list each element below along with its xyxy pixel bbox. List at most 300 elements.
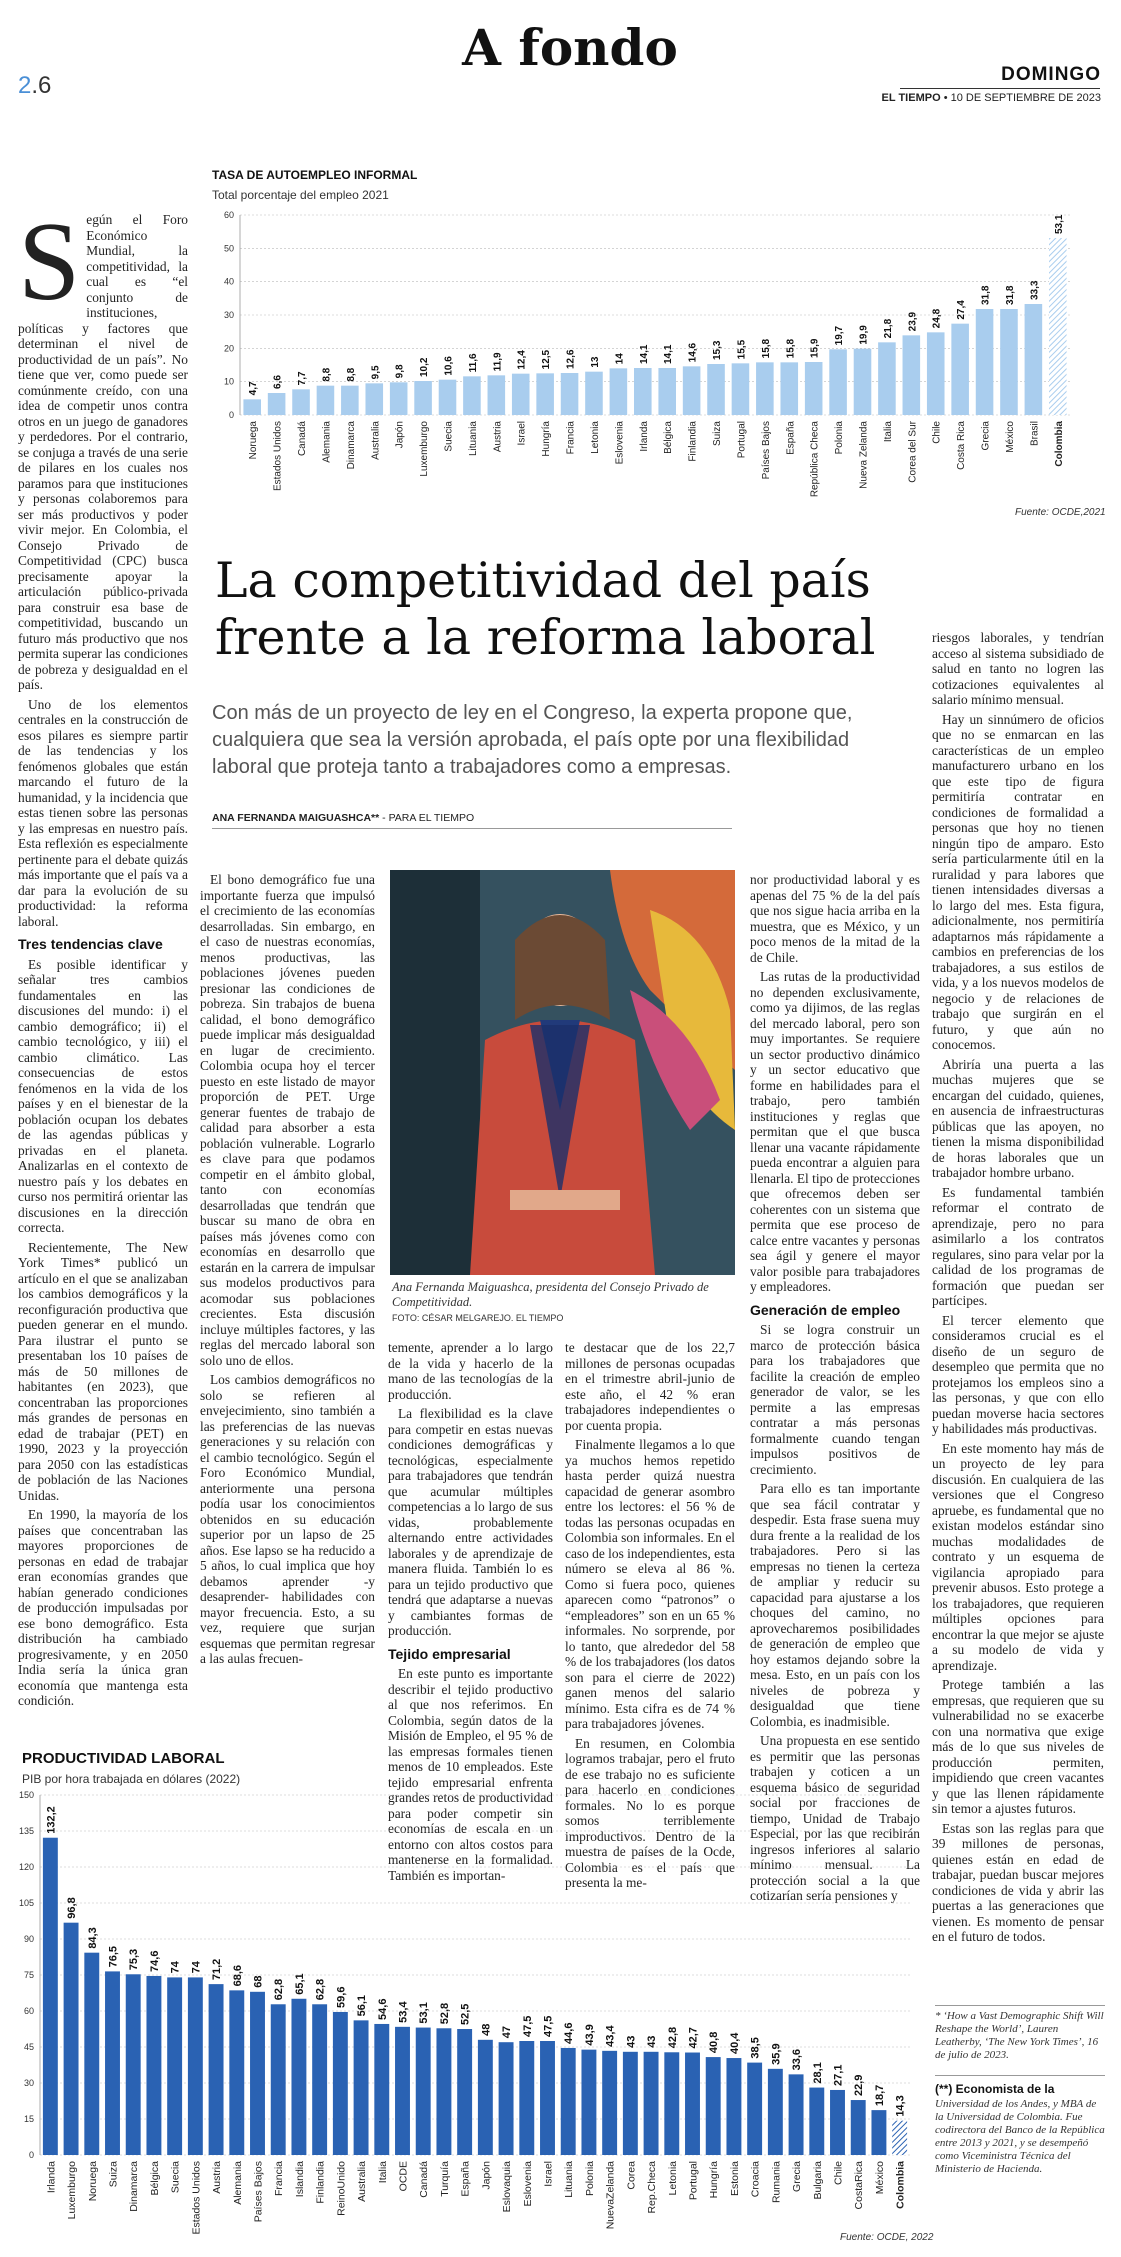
bar-estados-unidos (268, 393, 286, 415)
bar-australia (365, 383, 383, 415)
category-label: Noruega (86, 2161, 99, 2202)
value-label: 62,8 (273, 1978, 286, 2001)
paragraph: En este momento hay más de un proyecto de ley para discusión. En cualquiera de las versiones que el Congreso apruebe, es fundamental que no existan modelos estándar sino muchas modalidades de contrato y un esquema de vigilancia apropiado para prevenir abusos. Esto protege a los trabajadores, que requieren múltiples opciones para encontrar la que mejor se ajuste a su modelo de vida y aprendizaje. (932, 1440, 1104, 1673)
paragraph: Los cambios demográficos no solo se refieren al envejecimiento, sino también a las preferencias de las nuevas generaciones y su relación con el cambio tecnológico. Según el Foro Económico Mundial, anteriormente una persona podía usar los conocimientos obtenidos en su educación superior por un lapso de 25 años. Ese lapso se ha reducido a 5 años, lo cual implica que hoy debamos aprender -y desaprender- habilidades con mayor frecuencia. Esto, a su vez, requiere que surjan esquemas que permitan regresar a las aulas frecuen- (200, 1372, 375, 1666)
paragraph: En 1990, la mayoría de los países que concentraban las mayores proporciones de personas en edad de trabajar eran economías grandes que habían generado condiciones de producción impulsadas por ese bono demográfico. Esta distribución ha cambiado progresivamente, y en 2050 India sería la única gran economía que mantenga esta condición. (18, 1507, 188, 1708)
value-label: 43 (646, 2035, 659, 2048)
category-label: Letonia (666, 2161, 679, 2196)
bar-irlanda (43, 1838, 58, 2155)
paragraph: riesgos laborales, y tendrían acceso al sistema subsidiado de salud en tanto no logren las cotizaciones equivalentes al salario mínimo mensual. (932, 630, 1104, 707)
bar-suecia (439, 380, 457, 415)
column-f (932, 630, 1104, 1949)
bar-ocde (395, 2027, 410, 2155)
value-label: 10,2 (419, 357, 431, 377)
category-label: Australia (370, 421, 382, 460)
category-label: República Checa (809, 421, 821, 498)
bar-rep-checa (644, 2052, 659, 2155)
value-label: 53,4 (397, 2001, 410, 2023)
paragraph: Recientemente, The New York Times* publicó un artículo en el que se analizaban los cambios demográficos y la reconfiguración productiva que pueden generar en el mundo. Para ilustrar el punto se presentaban los 10 países de más de 50 millones de habitantes (en 2023), que concentraban las proporciones más grandes de personas en edad de trabajar (PET) en 1990, 2023 y la proyección para 2050 con las estadísticas de población de las Naciones Unidas. (18, 1239, 188, 1503)
paragraph: Hay un sinnúmero de oficios que no se enmarcan en las características de un empleo manufacturero urbano en los que este tipo de figura permitiría contratar en condiciones de formalidad a personas que hoy no tienen ningún tipo de amparo. Esto sería particularmente útil en la ruralidad y para labores que tienen intensidades diversas a lo largo del mes. Esta figura, adicionalmente, nos permitiría adaptarnos más rápidamente a cambios en preferencias de los trabajadores, a sus estilos de vida, y a los nuevos modelos de negocio y de relaciones de trabajo que surgirán en el futuro, y que aún no conocemos. (932, 711, 1104, 1052)
paragraph: La flexibilidad es la clave para competir en estas nuevas condiciones demográficas y tecnológicas, especialmente para trabajadores que tendrán que acumular múltiples competencias a lo largo de sus vidas, probablemente alternando entre actividades laborales y de aprendizaje de manera fluida. También lo es para un tejido productivo que tendrá que adaptarse a nuevas y cambiantes formas de producción. (388, 1406, 553, 1638)
category-label: Irlanda (45, 2161, 58, 2194)
value-label: 8,8 (321, 367, 333, 382)
bar-alemania (229, 1990, 244, 2155)
category-label: Lituania (467, 421, 479, 457)
value-label: 76,5 (107, 1945, 120, 1968)
category-label: Grecia (980, 421, 992, 451)
footnote-rule-2 (935, 2075, 1105, 2076)
category-label: Canadá (418, 2161, 431, 2198)
chart2-subtitle: PIB por hora trabajada en dólares (2022) (22, 1772, 241, 1786)
y-tick-label: 150 (18, 1790, 34, 1800)
paragraph: Una propuesta en ese sentido es permitir que las personas trabajen y coticen a un esquema básico de seguridad social por fracciones de tiempo, Unidad de Trabajo Especial, por las que recibirán ingresos inferiores al salario mínimo mensual. La protección social a la que cotizarían sería pensiones y (750, 1733, 920, 1903)
category-label: Corea del Sur (907, 421, 919, 483)
category-label: Chile (931, 421, 943, 444)
y-tick-label: 135 (18, 1826, 34, 1836)
category-label: Italia (882, 421, 894, 443)
category-label: Polonia (834, 421, 846, 455)
value-label: 96,8 (66, 1897, 79, 1919)
bar-rumania (768, 2069, 783, 2155)
category-label: España (785, 421, 797, 455)
value-label: 22,9 (853, 2074, 866, 2097)
bar-corea-del-sur (903, 335, 921, 415)
subhead-tres-tendencias: Tres tendencias clave (18, 936, 163, 952)
category-label: Bélgica (663, 421, 675, 454)
paragraph: Uno de los elementos centrales en la construcción de esos pilares es siempre partir de las tendencias y los fenómenos globales que están marcando el futuro de la humanidad, y la incidencia que estas tienen sobre las personas y las empresas en nuestro país. Esta reflexión es especialmente pertinente para el debate quizás más importante que el país va a dar para la evolución de su productividad: la reforma laboral. (18, 696, 188, 929)
category-label: Turquía (438, 2161, 451, 2197)
value-label: 31,8 (1004, 285, 1016, 305)
category-label: Dinamarca (128, 2161, 141, 2212)
y-tick-label: 75 (23, 1970, 34, 1980)
category-label: México (873, 2161, 886, 2195)
value-label: 19,7 (834, 325, 846, 346)
paragraph: Protege también a las empresas, que requieren que su vulnerabilidad no se exacerbe con una normativa que exige más de lo que sus niveles de producción permiten, impidiendo que creen vacantes y que las llenen rápidamente sin temor a ajustes futuros. (932, 1677, 1104, 1816)
bar-b-lgica (146, 1976, 161, 2155)
value-label: 42,7 (687, 2027, 700, 2049)
bar-chile (830, 2090, 845, 2155)
portrait-photo (390, 870, 735, 1275)
value-label: 9,8 (394, 364, 406, 379)
bar-hungr-a (706, 2057, 721, 2155)
value-label: 15,5 (736, 339, 748, 360)
value-label: 68,6 (231, 1964, 244, 1987)
bar-portugal (732, 363, 750, 415)
footnote-2-title: (**) Economista de la (935, 2082, 1055, 2096)
value-label: 13 (589, 356, 601, 368)
value-label: 4,7 (248, 381, 260, 396)
value-label: 27,4 (956, 300, 968, 320)
value-label: 15,8 (785, 338, 797, 359)
bar-hungr-a (536, 373, 554, 415)
category-label: Nueva Zelanda (858, 421, 870, 489)
bar-estados-unidos (188, 1977, 203, 2155)
value-label: 52,8 (438, 2002, 451, 2025)
bar-luxemburgo (414, 381, 432, 415)
category-label: Australia (356, 2161, 369, 2202)
bar-suiza (707, 364, 725, 415)
chart1-subtitle: Total porcentaje del empleo 2021 (212, 188, 389, 202)
intro-paragraph: Según el Foro Económico Mundial, la competitividad, la cual es “el conjunto de instituciones, políticas y factores que determinan el nivel de productividad de un país”. No tiene que ver, como puede ser comúnmente creído, con una idea de competir unos contra otros en un juego de ganadores y perdedores. Por el contrario, se conjuga a través de una serie de pilares en los cuales nos paramos para que instituciones y personas colaboremos para ser más productivos y poder vivir mejor. En Colombia, el Consejo Privado de Competitividad (CPC) busca precisamente apoyar la articulación público-privada para construir esa base de competitividad, buscando un futuro más productivo que nos permita superar las condiciones de pobreza y desigualdad en el país. (18, 200, 188, 692)
paragraph: temente, aprender a lo largo de la vida y hacerlo de la mano de las tecnologías de la producción. (388, 1340, 553, 1402)
y-tick-label: 30 (23, 2078, 34, 2088)
value-label: 47,5 (521, 2015, 534, 2037)
y-tick-label: 60 (223, 210, 234, 220)
bar-costarica (851, 2100, 866, 2155)
bar-luxemburgo (64, 1923, 79, 2155)
bar-alemania (317, 386, 335, 415)
bar-polonia (581, 2050, 596, 2155)
bar-jap-n (390, 382, 408, 415)
category-label: Rep.Checa (646, 2161, 659, 2214)
bar-portugal (685, 2053, 700, 2155)
category-label: ReinoUnido (335, 2161, 348, 2216)
value-label: 52,5 (459, 2003, 472, 2025)
category-label: Islandia (293, 2161, 306, 2198)
category-label: Lituania (563, 2161, 576, 2198)
bar-suecia (167, 1977, 182, 2155)
value-label: 74 (190, 1961, 203, 1974)
bar-letonia (664, 2052, 679, 2155)
value-label: 44,6 (563, 2022, 576, 2044)
value-label: 56,1 (356, 1994, 369, 2017)
bar-espa-a (780, 362, 798, 415)
drop-cap: S (18, 200, 81, 324)
paragraph: Para ello es tan importante que sea fácil contratar y despedir. Esta frase suena muy dura frente a la realidad de los trabajadores. Pero si las empresas no tienen la certeza de ampliar y reducir su capacidad para ajustarse a los choques del camino, no aprovecharemos posibilidades de generación de empleo que hoy estamos dejando sobre la mesa. Esto, en un país con los niveles de pobreza y desigualdad que tiene Colombia, es inadmisible. (750, 1481, 920, 1729)
category-label: Bulgaria (811, 2161, 824, 2200)
value-label: 74,6 (148, 1950, 161, 1972)
value-label: 47 (501, 2025, 514, 2039)
bar-austria (209, 1984, 224, 2155)
value-label: 59,6 (335, 1986, 348, 2008)
value-label: 10,6 (443, 356, 455, 376)
bar-espa-a (457, 2029, 472, 2155)
value-label: 53,1 (1053, 214, 1065, 234)
bar-polonia (829, 349, 847, 415)
value-label: 47,5 (542, 2015, 555, 2037)
category-label: Irlanda (638, 421, 650, 452)
value-label: 14 (614, 353, 626, 365)
bar-italia (374, 2024, 389, 2155)
bar-letonia (585, 372, 603, 415)
value-label: 18,7 (873, 2084, 886, 2107)
bar-m-xico (1000, 309, 1018, 415)
category-label: Alemania (231, 2161, 244, 2205)
bar-grecia (789, 2074, 804, 2155)
header-rule (900, 88, 1100, 89)
y-tick-label: 15 (23, 2114, 34, 2124)
footnote-1: * ‘How a Vast Demographic Shift Will Reshape the World’, Lauren Leatherby, ‘The New York Times’, 16 de julio de 2023. (935, 2010, 1104, 2061)
headline: La competitividad del país frente a la reforma laboral (215, 552, 876, 666)
bar-corea (623, 2052, 638, 2155)
chart1-svg (200, 205, 1090, 515)
value-label: 40,8 (708, 2031, 721, 2054)
paragraph: Finalmente llegamos a lo que ya muchos hemos repetido hasta perder quizá nuestra capacidad de generar asombro entre los lectores: el 56 % de todas las personas ocupadas en Colombia son informales. En el caso de los independientes, esta número se eleva al 86 %. Como si fuera poco, quienes aparecen como “patronos” o “empleadores” son en un 65 % informales. No sorprende, por lo tanto, que alrededor del 58 % de los trabajadores (los datos son para el cierre de 2022) ganen menos del salario mínimo. Esta cifra es de 74 % para trabajadores jóvenes. (565, 1437, 735, 1731)
category-label: Eslovenia (521, 2161, 534, 2207)
paragraph: Si se logra construir un marco de protección básica para los trabajadores que facilite la creación de empleo generador de valor, se les permite a las empresas contratar a más personas formalmente cuando tengan impulsos positivos de crecimiento. (750, 1322, 920, 1477)
paragraph: En resumen, en Colombia logramos trabajar, pero el fruto de ese trabajo no es suficiente para hacerlo en condiciones formales. No lo es porque somos terriblemente improductivos. Dentro de la muestra de países de la Ocde, Colombia es el país que presenta la me- (565, 1735, 735, 1890)
category-label: Suiza (712, 421, 724, 447)
paragraph: Es fundamental también reformar el contrato de aprendizaje, pero no para asimilarlo a los contratos regulares, sino para velar por la calidad de los programas de formación que puedan ser partícipes. (932, 1184, 1104, 1308)
column-a (18, 200, 188, 1713)
bar-dinamarca (126, 1974, 141, 2155)
bar-brasil (1025, 304, 1043, 415)
category-label: Alemania (321, 421, 333, 463)
value-label: 132,2 (45, 1806, 58, 1834)
photo-caption: Ana Fernanda Maiguashca, presidenta del Consejo Privado de Competitividad. (392, 1280, 709, 1309)
category-label: CostaRica (853, 2161, 866, 2210)
value-label: 65,1 (293, 1973, 306, 1995)
category-label: Eslovaquia (501, 2161, 514, 2213)
bar-suiza (105, 1971, 120, 2155)
column-e (750, 872, 920, 1908)
paragraph: nor productividad laboral y es apenas del 75 % de la del país que nos sigue hacia arriba en la muestra, que es México, y un poco menos de la mitad de la de Chile. (750, 872, 920, 965)
bar-australia (354, 2020, 369, 2155)
category-label: Portugal (687, 2161, 700, 2201)
category-label: México (1004, 421, 1016, 453)
value-label: 6,6 (272, 375, 284, 389)
category-label: Finlandia (314, 2161, 327, 2204)
bar-francia (271, 2004, 286, 2155)
bar-noruega (84, 1953, 99, 2155)
category-label: Luxemburgo (419, 421, 431, 477)
column-b (200, 872, 375, 1671)
category-label: Austria (492, 421, 504, 453)
bar-islandia (291, 1999, 306, 2155)
byline: ANA FERNANDA MAIGUASHCA** - PARA EL TIEMPO (212, 812, 475, 824)
value-label: 33,6 (791, 2048, 804, 2071)
bar-grecia (976, 309, 994, 415)
paragraph: El bono demográfico fue una importante fuerza que impulsó el crecimiento de las economías desarrolladas. Sin embargo, en el caso de nuestras economías, menos productivas, las poblaciones jóvenes pueden presionar las condiciones de pobreza. Sin trabajos de buena calidad, el bono demográfico puede implicar más desigualdad en lugar de crecimiento. Colombia ocupa hoy el tercer puesto en este listado de mayor proporción de PET. Urge generar fuentes de trabajo de calidad para absorber a esta población vulnerable. Lograrlo es clave para que podamos competir en el ámbito global, tanto con economías desarrolladas que tendrán que buscar su mano de obra en países más jóvenes como con economías en desarrollo que estarán en la carrera de impulsar sus modelos productivos para acomodar sus poblaciones crecientes. Esta discusión incluye múltiples factores, y las reglas del mercado laboral son solo uno de ellos. (200, 872, 375, 1368)
value-label: 43,4 (604, 2025, 617, 2047)
category-label: Estados Unidos (272, 421, 284, 492)
value-label: 15,9 (809, 338, 821, 358)
bar-m-xico (871, 2110, 886, 2155)
value-label: 75,3 (128, 1948, 141, 1971)
value-label: 8,8 (345, 367, 357, 382)
category-label: Croacia (749, 2161, 762, 2198)
chart1-source: Fuente: OCDE,2021 (1015, 507, 1106, 518)
subhead-generacion-empleo: Generación de empleo (750, 1301, 901, 1318)
value-label: 14,3 (894, 2095, 907, 2117)
bar-finlandia (312, 2004, 327, 2155)
subhead: Con más de un proyecto de ley en el Congreso, la experta propone que, cualquiera que sea la versión aprobada, el país opte por una flexibilidad laboral que proteja tanto a trabajadores como a empresas. (212, 702, 853, 778)
photo-credit: FOTO: CÉSAR MELGAREJO. EL TIEMPO (392, 1313, 564, 1323)
bar-eslovenia (610, 368, 628, 415)
value-label: 42,8 (666, 2026, 679, 2049)
bar-chile (927, 332, 945, 415)
paragraph: En este punto es importante describir el tejido productivo al que nos referimos. En Colombia, según datos de la Misión de Empleo, el 95 % de las empresas formales tienen menos de 10 empleados. Este tejido empresarial enfrenta grandes retos de productividad para poder competir sin economías de escala en un entorno con altos costos para mantenerse en la formalidad. También es importan- (388, 1666, 553, 1883)
paragraph: Abriría una puerta a las muchas mujeres que se encargan del cuidado, quienes, en ausencia de infraestructuras públicas que las apoyen, no tienen la misma disponibilidad de horas laborales que un trabajador hombre urbano. (932, 1056, 1104, 1180)
category-label: Noruega (248, 421, 260, 460)
y-tick-label: 0 (28, 2150, 34, 2160)
bar-rep-blica-checa (805, 362, 823, 415)
chart2-svg (10, 1785, 920, 2240)
y-tick-label: 50 (223, 243, 234, 254)
category-label: Eslovenia (614, 421, 626, 465)
category-label: Polonia (583, 2161, 596, 2197)
chart2-source: Fuente: OCDE, 2022 (840, 2232, 934, 2243)
value-label: 27,1 (832, 2064, 845, 2086)
category-label: Rumania (770, 2161, 783, 2204)
bar-turqu-a (436, 2028, 451, 2155)
value-label: 33,3 (1029, 280, 1041, 300)
value-label: 71,2 (211, 1958, 224, 1981)
bar-nuevazelanda (602, 2051, 617, 2155)
bar-colombia (892, 2121, 907, 2155)
value-label: 74 (169, 1961, 182, 1974)
byline-rule (212, 828, 732, 829)
category-label: Bélgica (148, 2161, 161, 2196)
bar-finlandia (683, 366, 701, 415)
y-tick-label: 90 (23, 1934, 34, 1944)
header-dateline: EL TIEMPO • 10 DE SEPTIEMBRE DE 2023 (881, 92, 1101, 104)
value-label: 12,5 (541, 349, 553, 370)
section-title: A fondo (462, 18, 678, 77)
chart2-title: PRODUCTIVIDAD LABORAL (22, 1750, 225, 1767)
bar-canad- (416, 2028, 431, 2155)
value-label: 11,6 (467, 353, 479, 373)
category-label: Hungría (541, 421, 553, 457)
page-number: 2.6 (18, 72, 52, 99)
bar-croacia (747, 2063, 762, 2155)
value-label: 43 (625, 2035, 638, 2048)
category-label: Francia (565, 421, 577, 455)
value-label: 7,7 (297, 371, 309, 386)
category-label: Estados Unidos (190, 2161, 203, 2235)
bar-costa-rica (951, 324, 969, 415)
value-label: 48 (480, 2023, 493, 2036)
category-label: Letonia (589, 421, 601, 454)
value-label: 53,1 (418, 2002, 431, 2024)
category-label: Suecia (169, 2161, 182, 2194)
bar-israel (540, 2041, 555, 2155)
bar-b-lgica (658, 368, 676, 415)
category-label: Grecia (791, 2161, 804, 2192)
paragraph: Estas son las reglas para que 39 millones de personas, quienes están en edad de trabajar, puedan buscar mejores condiciones de vida y abrir las puertas a las generaciones que vienen. Es momento de pensar en el futuro de todos. (932, 1820, 1104, 1944)
category-label: Finlandia (687, 421, 699, 462)
y-tick-label: 30 (223, 310, 234, 320)
bar-canad- (292, 389, 310, 415)
bar-lituania (561, 2048, 576, 2155)
bar-francia (561, 373, 579, 415)
header-day: DOMINGO (1001, 64, 1101, 85)
value-label: 15,8 (760, 338, 772, 359)
footnote-2-body: Universidad de los Andes, y MBA de la Universidad de Colombia. Fue codirectora del Banco de la República entre 2013 y 2021, y se desempeñó como Viceministra Técnica del Ministerio de Hacienda. (935, 2098, 1105, 2175)
category-label: Países Bajos (760, 421, 772, 480)
paragraph: Las rutas de la productividad no dependen exclusivamente, como ya dijimos, de las reglas del mercado laboral, pero son muy importantes. Se requiere un sector productivo dinámico y un sector educativo que forme en habilidades para el trabajo, pero también instituciones y reglas que permitan que el que busca llenar una vacante rápidamente pueda encontrar a alguien para llenarla. El tipo de protecciones que ofrecemos deben ser coherentes con un sistema que permita que ese proceso de calce entre vacantes y personas sea ágil y genere el mayor valor posible para trabajadores y empleadores. (750, 969, 920, 1294)
value-label: 12,6 (565, 349, 577, 369)
value-label: 14,6 (687, 342, 699, 363)
category-label: Portugal (736, 421, 748, 459)
portrait-illustration (390, 870, 735, 1275)
y-tick-label: 0 (228, 410, 234, 420)
bar-jap-n (478, 2040, 493, 2155)
bar-lituania (463, 376, 481, 415)
bar-reinounido (333, 2012, 348, 2155)
value-label: 28,1 (811, 2062, 824, 2084)
category-label: Brasil (1029, 421, 1041, 447)
bar-noruega (243, 399, 261, 415)
value-label: 68 (252, 1975, 265, 1988)
value-label: 31,8 (980, 285, 992, 305)
category-label: Israel (516, 421, 528, 446)
y-tick-label: 10 (223, 376, 234, 387)
value-label: 40,4 (728, 2032, 741, 2055)
value-label: 14,1 (663, 344, 675, 364)
footnote-rule (935, 2005, 1105, 2006)
category-label: Canadá (297, 421, 309, 457)
bar-eslovenia (519, 2041, 534, 2155)
value-label: 43,9 (583, 2024, 596, 2046)
paragraph: te destacar que de los 22,7 millones de personas ocupadas en el trimestre abril-junio de este año, el 42 % eran trabajadores independientes o por cuenta propia. (565, 1340, 735, 1433)
value-label: 84,3 (86, 1927, 99, 1949)
category-label: Suiza (107, 2161, 120, 2188)
value-label: 14,1 (638, 344, 650, 364)
paragraph: El tercer elemento que consideramos crucial es el diseño de un seguro de desempleo que permita que no protejamos los empleos sino a las personas, y que con ello puedan moverse hacia sectores y habilidades más productivas. (932, 1312, 1104, 1436)
category-label: Suecia (443, 421, 455, 452)
bar-bulgaria (809, 2088, 824, 2155)
category-label: Dinamarca (345, 421, 357, 470)
bar-pa-ses-bajos (250, 1992, 265, 2155)
value-label: 15,3 (712, 340, 724, 360)
y-tick-label: 60 (23, 2006, 34, 2016)
bar-pa-ses-bajos (756, 362, 774, 415)
paragraph: Es posible identificar y señalar tres cambios fundamentales en las discusiones del mundo: i) el cambio demográfico; ii) el cambio tecnológico, y iii) el cambio climático. Las consecuencias de estos fenómenos en la vida de los países y en el bienestar de la población ocupan los debates de las agendas públicas y privadas en el planeta. Analizarlas en el contexto de nuestro país y los debates en curso nos permitirá orientar las discusiones en la dirección correcta. (18, 956, 188, 1235)
category-label: Austria (211, 2161, 224, 2194)
value-label: 54,6 (376, 1998, 389, 2020)
y-tick-label: 20 (223, 343, 234, 354)
value-label: 9,5 (370, 365, 382, 380)
category-label: Hungría (708, 2161, 721, 2199)
category-label: Luxemburgo (66, 2161, 79, 2220)
subhead-tejido-empresarial: Tejido empresarial (388, 1645, 511, 1662)
y-tick-label: 45 (23, 2042, 34, 2052)
category-label: Estonia (728, 2161, 741, 2197)
y-tick-label: 120 (18, 1862, 34, 1872)
category-label: NuevaZelanda (604, 2161, 617, 2230)
bar-israel (512, 374, 530, 415)
category-label: Japón (480, 2161, 493, 2190)
bar-nueva-zelanda (854, 349, 872, 415)
category-label: Italia (376, 2161, 389, 2184)
value-label: 23,9 (907, 311, 919, 332)
bar-estonia (726, 2058, 741, 2155)
bar-colombia (1049, 238, 1067, 415)
value-label: 38,5 (749, 2037, 762, 2059)
bar-dinamarca (341, 386, 359, 415)
chart1-title: TASA DE AUTOEMPLEO INFORMAL (212, 168, 418, 182)
bar-austria (488, 375, 506, 415)
bar-italia (878, 342, 896, 415)
category-label: Israel (542, 2161, 555, 2187)
category-label: Corea (625, 2161, 638, 2190)
category-label: OCDE (397, 2161, 410, 2192)
category-label: Japón (394, 421, 406, 449)
category-label: Colombia (894, 2161, 907, 2209)
y-tick-label: 40 (223, 276, 234, 287)
category-label: Países Bajos (252, 2161, 265, 2223)
value-label: 19,9 (858, 325, 870, 345)
category-label: España (459, 2161, 472, 2197)
value-label: 11,9 (492, 352, 504, 372)
value-label: 21,8 (882, 318, 894, 339)
value-label: 12,4 (516, 350, 528, 370)
category-label: Costa Rica (956, 421, 968, 470)
category-label: Francia (273, 2161, 286, 2197)
bar-eslovaquia (499, 2042, 514, 2155)
value-label: 62,8 (314, 1978, 327, 2001)
